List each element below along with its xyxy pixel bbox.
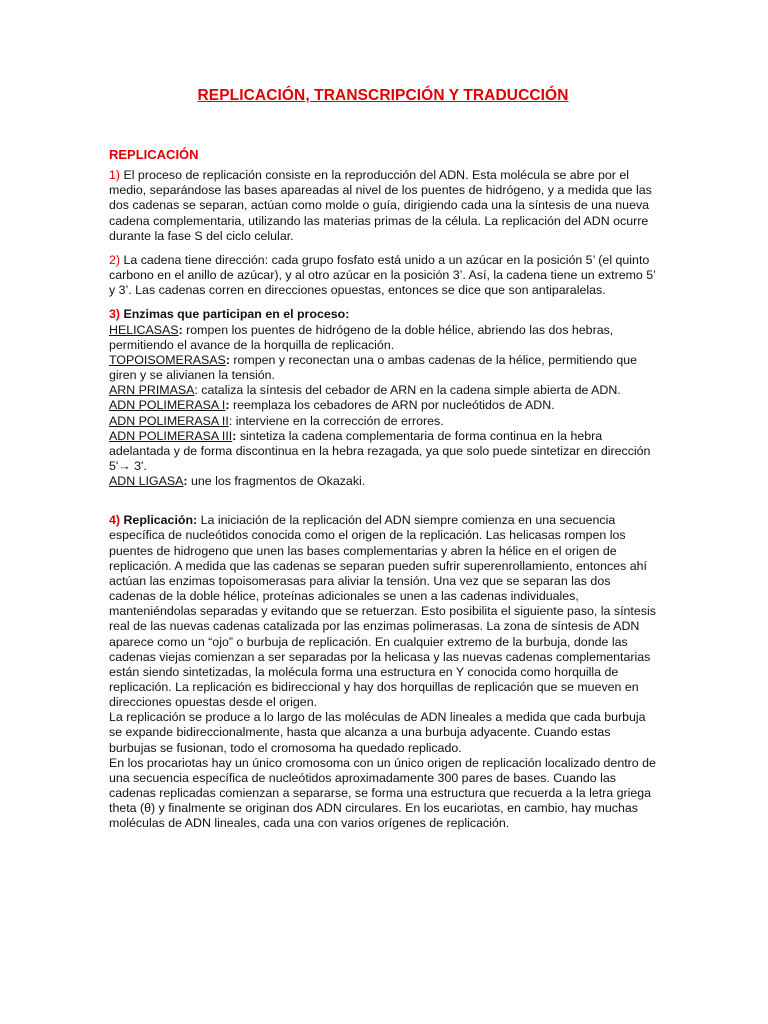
paragraph-number: 2) [109, 252, 121, 267]
enzyme-item-arn-primasa [109, 383, 657, 398]
spacer [109, 498, 657, 513]
enzyme-name: HELICASAS [109, 322, 179, 337]
enzyme-description: rompen y reconectan una o ambas cadenas de la hélice, permitiendo que giren y se alivianen la tensión. [109, 352, 638, 383]
enzyme-name: ADN POLIMERASA III [109, 428, 233, 443]
paragraph-text: El proceso de replicación consiste en la reproducción del ADN. Esta molécula se abre por el medio, separándose las bases apareadas al nivel de los puentes de hidrógeno, y a medida que las dos cadenas se separan, actúan como molde o guía, dirigiendo cada una la síntesis de una nueva cadena complementaria, utilizando las materias primas de la célula. La replicación del ADN ocurre durante la fase S del ciclo celular. [109, 168, 652, 243]
enzyme-item-adn-ligasa [109, 474, 657, 489]
enzyme-name: ADN LIGASA [109, 474, 184, 489]
paragraph-1 [109, 168, 657, 244]
paragraph-3-enzymes [109, 307, 657, 489]
enzyme-description: reemplaza los cebadores de ARN por nucleótidos de ADN. [229, 398, 555, 413]
paragraph-number: 4) [109, 513, 121, 528]
enzyme-colon: : [228, 413, 233, 428]
enzyme-name: ADN POLIMERASA II [109, 413, 229, 428]
replicacion-text-2: La replicación se produce a lo largo de las moléculas de ADN lineales a medida que cada burbuja se expande bidireccionalmente, hasta que alcanza a una burbuja adyacente. Cuando estas burbujas se fusionan, todo el cromosoma ha quedado replicado. [109, 710, 646, 755]
enzyme-item-adn-polimerasa-ii [109, 414, 657, 429]
paragraph-text: La iniciación de la replicación del ADN siempre comienza en una secuencia específica de nucleótidos conocida como el origen de la replicación. Las helicasas rompen los puentes de hidrogeno que unen las bases complementarias y abren la hélice en el origen de replicación. A medida que las cadenas se separan pueden sufrir superenrollamiento, entonces ahí actúan las enzimas topoisomerasas para aliviar la tensión. Una vez que se separan las dos cadenas de la doble hélice, proteínas adicionales se unen a las cadenas individuales, manteniéndolas separadas y evitando que se retuerzan. Esto posibilita el siguiente paso, la síntesis real de las nuevas cadenas catalizada por las enzimas polimerasas. La zona de síntesis de ADN aparece como un “ojo” o burbuja de replicación. En cualquier extremo de la burbuja, donde las cadenas viejas comienzan a ser separadas por la helicasa y las nuevas cadenas complementarias están siendo sintetizadas, la molécula forma una estructura en Y conocida como horquilla de replicación. La replicación es bidireccional y hay dos horquillas de replicación que se mueven en direcciones opuestas desde el origen. [109, 513, 656, 710]
enzyme-colon: : [225, 398, 230, 413]
enzyme-colon: : [194, 383, 198, 398]
enzyme-description: rompen los puentes de hidrógeno de la doble hélice, abriendo las dos hebras, permitiendo el avance de la horquilla de replicación. [109, 322, 614, 352]
enzyme-item-topoisomerasas [109, 353, 657, 383]
enzyme-name: ARN PRIMASA [109, 383, 195, 398]
enzymes-heading-line [109, 307, 657, 322]
enzyme-colon: : [178, 322, 183, 337]
paragraph-text: La cadena tiene dirección: cada grupo fosfato está unido a un azúcar en la posición 5’ (el quinto carbono en el anillo de azúcar), y al otro azúcar en la posición 3’. Así, la cadena tiene un extremo 5’ y 3’. Las cadenas corren en direcciones opuestas, entonces se dice que son antiparalelas. [109, 252, 656, 298]
enzyme-item-adn-polimerasa-i [109, 398, 657, 413]
paragraph-4-replicacion [109, 513, 657, 831]
paragraph-number: 1) [109, 168, 121, 183]
replicacion-text-3: En los procariotas hay un único cromosoma con un único origen de replicación localizado dentro de una secuencia específica de nucleótidos aproximadamente 300 pares de bases. Cuando las cadenas replicadas comienzan a separarse, se forma una estructura que recuerda a la letra griega theta (θ) y finalmente se originan dos ADN circulares. En los eucariotas, en cambio, hay muchas moléculas de ADN lineales, cada una con varios orígenes de replicación. [109, 755, 656, 831]
enzyme-name: TOPOISOMERASAS [109, 352, 226, 367]
paragraph-2 [109, 253, 657, 298]
enzyme-description: sintetiza la cadena complementaria de forma continua en la hebra adelantada y de forma discontinua en la hebra rezagada, ya que solo puede sintetizar en dirección 5'→ 3'. [109, 428, 651, 473]
enzyme-description: une los fragmentos de Okazaki. [187, 474, 366, 489]
enzyme-item-adn-polimerasa-iii [109, 429, 657, 474]
enzymes-heading: Enzimas que participan en el proceso: [120, 307, 350, 322]
replicacion-text-1 [109, 513, 657, 710]
enzyme-description: interviene en la corrección de errores. [232, 413, 444, 428]
document-title: REPLICACIÓN, TRANSCRIPCIÓN Y TRADUCCIÓN [197, 87, 569, 104]
document-page [109, 86, 657, 841]
enzyme-description: cataliza la síntesis del cebador de ARN en la cadena simple abierta de ADN. [197, 383, 621, 398]
enzyme-item-helicasas [109, 323, 657, 353]
enzyme-colon: : [183, 474, 188, 489]
section-title-replicacion: REPLICACIÓN [109, 147, 199, 162]
enzyme-colon: : [225, 352, 230, 367]
paragraph-number: 3) [109, 307, 121, 322]
enzyme-colon: : [232, 428, 237, 443]
enzyme-name: ADN POLIMERASA I [109, 398, 226, 413]
replicacion-heading: Replicación: [120, 513, 198, 528]
